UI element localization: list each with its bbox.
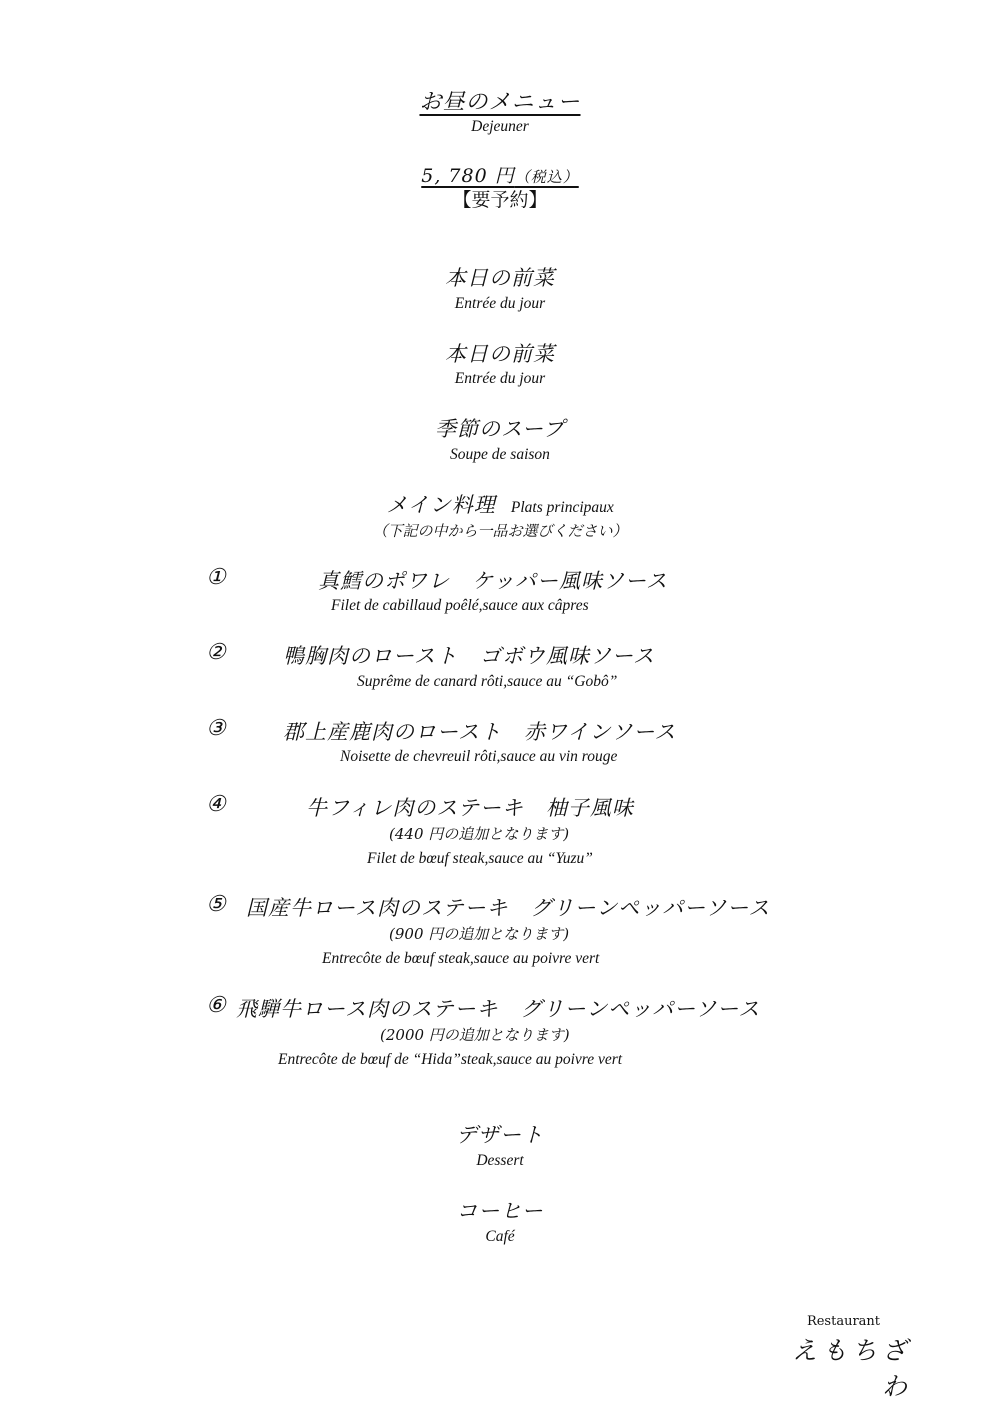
main-course-heading: [0, 489, 1000, 519]
option-name-jp: 国産牛ロース肉のステーキ グリーンペッパーソース: [246, 896, 771, 920]
option-number: ④: [206, 792, 226, 817]
option-name-fr: Filet de cabillaud poêlé,sauce aux câpres: [331, 597, 589, 614]
restaurant-logo: [772, 1310, 912, 1403]
option-name-fr: Entrecôte de bœuf de “Hida”steak,sauce au poivre vert: [278, 1051, 623, 1068]
main-course-note: （下記の中から一品お選びください）: [372, 522, 628, 540]
main-course-title-fr: Plats principaux: [510, 499, 614, 516]
course-item-fr: Entrée du jour: [454, 295, 546, 312]
option-number: ③: [206, 716, 226, 741]
restaurant-logo-name: えもちざわ: [791, 1336, 912, 1401]
option-number: ⑤: [206, 892, 226, 917]
reservation-required: 【要予約】: [452, 189, 548, 211]
restaurant-logo-label: Restaurant: [806, 1314, 880, 1329]
option-name-jp: 鴨胸肉のロースト ゴボウ風味ソース: [283, 644, 655, 668]
option-name-fr: Suprême de canard rôti,sauce au “Gobô”: [357, 673, 618, 690]
main-course-title: メイン料理: [386, 493, 496, 517]
course-item-fr: Dessert: [476, 1152, 524, 1169]
option-surcharge: (440 円の追加となります): [389, 825, 570, 843]
course-item-jp: 本日の前菜: [445, 342, 555, 366]
option-surcharge: (2000 円の追加となります): [380, 1026, 570, 1044]
course-price: [0, 161, 1000, 188]
course-item-jp: 季節のスープ: [435, 417, 565, 441]
option-surcharge: (900 円の追加となります): [389, 925, 570, 943]
course-item-fr: Soupe de saison: [450, 446, 550, 463]
course-item-fr: Entrée du jour: [454, 370, 546, 387]
course-item-fr: Café: [485, 1228, 515, 1245]
option-name-jp: 飛騨牛ロース肉のステーキ グリーンペッパーソース: [236, 997, 761, 1021]
option-name-jp: 牛フィレ肉のステーキ 柚子風味: [306, 796, 634, 820]
menu-title: お昼のメニュー: [419, 90, 581, 115]
price-tax-note: （税込）: [514, 168, 579, 186]
course-item-jp: デザート: [456, 1123, 544, 1147]
option-name-jp: 真鱈のポワレ ケッパー風味ソース: [318, 569, 668, 593]
menu-title-fr: Dejeuner: [471, 118, 529, 135]
course-item-jp: コーヒー: [456, 1199, 544, 1223]
option-name-fr: Entrecôte de bœuf steak,sauce au poivre vert: [322, 950, 600, 967]
course-item-jp: 本日の前菜: [445, 266, 555, 290]
option-number: ⑥: [206, 993, 226, 1018]
option-number: ①: [206, 565, 226, 590]
option-name-fr: Noisette de chevreuil rôti,sauce au vin rouge: [340, 748, 618, 765]
option-number: ②: [206, 640, 226, 665]
option-name-jp: 郡上産鹿肉のロースト 赤ワインソース: [283, 720, 677, 744]
option-name-fr: Filet de bœuf steak,sauce au “Yuzu”: [367, 850, 593, 867]
price-amount: 5, 780 円: [421, 165, 515, 187]
